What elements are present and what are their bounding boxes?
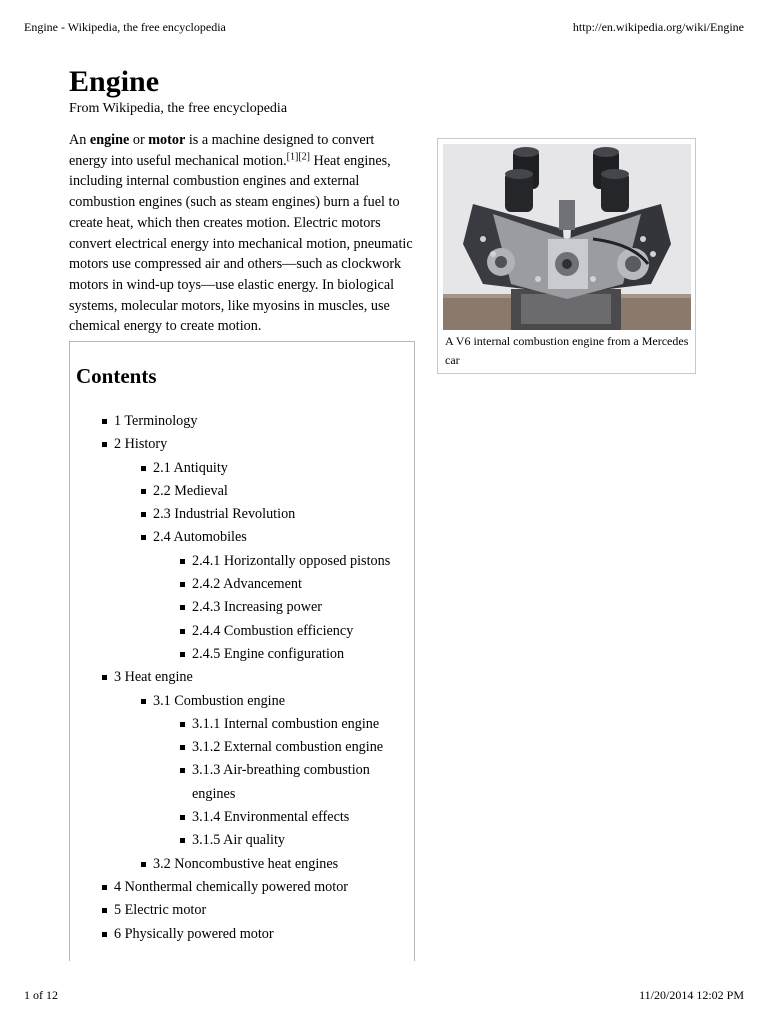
toc-item[interactable]: 2.4.5 Engine configuration (70, 643, 414, 666)
article-header (69, 64, 709, 118)
toc-item[interactable]: 3.1.4 Environmental effects (70, 806, 414, 829)
lead-bold-motor[interactable]: motor (148, 132, 186, 148)
lead-text-4: Heat engines, including internal combustion engines and external combustion engines (such as steam engines) burn a fuel to create heat, which then creates motion. Electric motors convert electrical energy into mechanical motion, pneumatic motors use compressed air and others—such as clockwork motors in wind-up toys—use elastic energy. In biological systems, molecular motors, like myosins in muscles, use chemical energy to create motion. (69, 152, 413, 335)
toc-item[interactable]: 3.1 Combustion engine (70, 690, 414, 713)
toc-item[interactable]: 2.4.3 Increasing power (70, 596, 414, 619)
toc-item[interactable]: 1 Terminology (70, 410, 414, 433)
lead-bold-engine[interactable]: engine (89, 132, 130, 148)
toc-item[interactable]: 2.3 Industrial Revolution (70, 503, 414, 526)
toc-item[interactable]: 3 Heat engine (70, 666, 414, 689)
print-header (24, 20, 744, 35)
lead-text-1: An (69, 132, 90, 148)
toc-item[interactable]: 2.4.1 Horizontally opposed pistons (70, 550, 414, 573)
toc-item[interactable]: 6 Physically powered motor (70, 923, 414, 946)
print-footer (24, 988, 744, 1003)
toc-list (70, 410, 414, 946)
thumbnail-caption: A V6 internal combustion engine from a Mercedes car (445, 334, 689, 367)
toc-item[interactable]: 4 Nonthermal chemically powered motor (70, 876, 414, 899)
toc-item[interactable]: 2.2 Medieval (70, 480, 414, 503)
toc-item[interactable]: 2.4.2 Advancement (70, 573, 414, 596)
lead-text-3: is a machine designed to convert energy into useful mechanical motion. (69, 132, 375, 169)
toc-item[interactable]: 2 History (70, 433, 414, 456)
toc-item[interactable]: 3.1.5 Air quality (70, 829, 414, 852)
toc-item[interactable]: 3.1.2 External combustion engine (70, 736, 414, 759)
page-number: 1 of 12 (24, 988, 58, 1002)
toc-item[interactable]: 3.1.1 Internal combustion engine (70, 713, 414, 736)
print-header-title: Engine - Wikipedia, the free encyclopedia (24, 20, 226, 34)
print-datetime: 11/20/2014 12:02 PM (639, 988, 744, 1002)
page-title: Engine (69, 65, 160, 98)
print-header-url: http://en.wikipedia.org/wiki/Engine (572, 20, 744, 34)
thumbnail-box (437, 138, 696, 374)
article-tagline: From Wikipedia, the free encyclopedia (69, 101, 288, 116)
engine-photo[interactable] (443, 144, 691, 330)
toc-title: Contents (76, 364, 157, 388)
citation-ref[interactable]: [1][2] (286, 150, 310, 162)
toc-item[interactable]: 5 Electric motor (70, 899, 414, 922)
toc-item[interactable]: 2.4 Automobiles (70, 526, 414, 549)
lead-text-2: or (129, 132, 149, 148)
toc-item[interactable]: 2.4.4 Combustion efficiency (70, 620, 414, 643)
lead-paragraph (69, 130, 415, 337)
table-of-contents (69, 341, 415, 961)
toc-item[interactable]: 3.2 Noncombustive heat engines (70, 853, 414, 876)
toc-item[interactable]: 3.1.3 Air-breathing combustion engines (70, 759, 414, 806)
toc-item[interactable]: 2.1 Antiquity (70, 457, 414, 480)
